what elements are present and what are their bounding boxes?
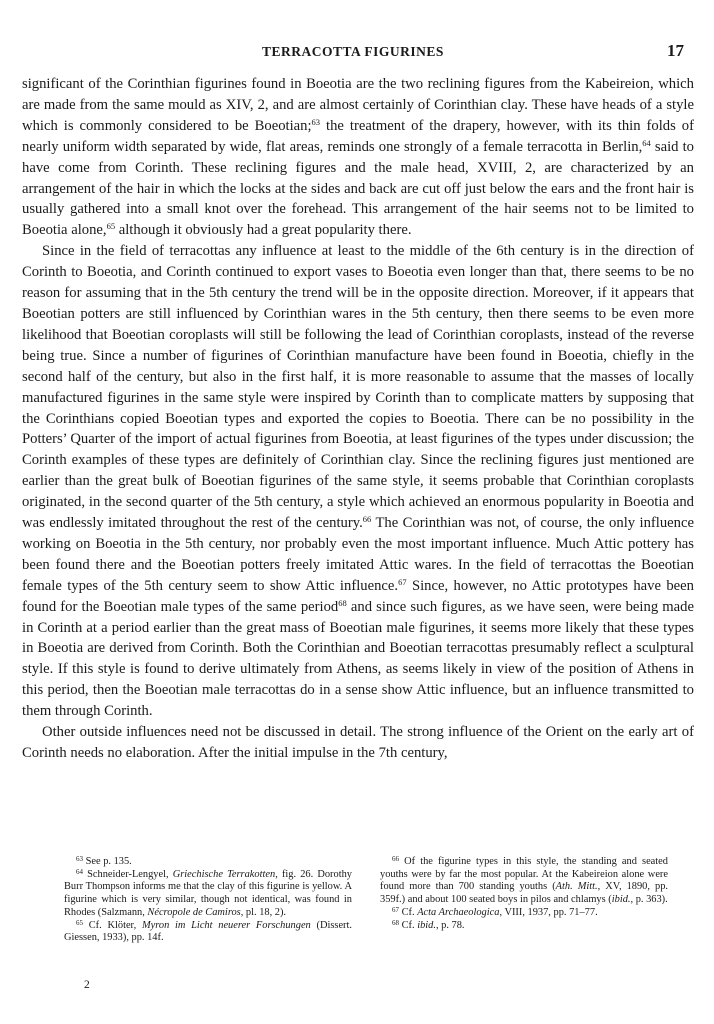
text-run: , XV, 1890, pp. 359f.) and about 100 seated boys in pilos and chlamys (: [380, 881, 668, 906]
footnote: [64, 869, 352, 920]
text-run: Cf. Klöter,: [83, 919, 142, 931]
text-run: significant of the Corinthian figurines found in Boeotia are the two reclining figures from the Kabeireion, which are made from the same mould as XIV, 2, and are almost certainly of Corinthian clay. These have heads of a style which is commonly considered to be Boeotian;: [22, 76, 694, 134]
text-run: although it obviously had a great popularity there.: [115, 222, 412, 239]
text-run: Since in the field of terracottas any influence at least to the middle of the 6th century is in the direction of Corinth to Boeotia, and Corinth continued to export vases to Boeotia even longer than that, there seems to be no reason for assuming that in the 5th century the trend will be in the opposite direction. Moreover, if it appears that Boeotian potters are still influenced by Corinthian wares in the 5th century, then there seems to be even more likelihood that Boeotian coroplasts will still be following the lead of Corinthian coroplasts, instead of the reverse being true. Since a number of figurines of Corinthian manufacture have been found in Boeotia, chiefly in the second half of the century, but also in the first half, it is more reasonable to assume that the masses of locally manufactured figurines in the same style were inspired by Corinth than to complicate matters by supposing that the Corinthians copied Boeotian types and exported the copies to Boeotia. There can be no possibility in the Potters’ Quarter of the import of actual figurines from Boeotia, at least figurines of the types under discussion; the Corinth examples of these types are definitely of Corinthian clay. Since the reclining figures just mentioned are earlier than the great bulk of Boeotian figurines of the same style, it seems probable that Corinthian coroplasts originated, in the second quarter of the 5th century, a style which achieved an enormous popularity in Boeotia and was endlessly imitated throughout the rest of the century.: [22, 243, 694, 532]
footnote-ref: 65: [76, 918, 83, 927]
text-run: , p. 78.: [435, 919, 465, 931]
italic-text: Nécropole de Camiros: [147, 906, 241, 918]
text-run: Cf.: [399, 919, 418, 931]
footnote-ref: 63: [311, 116, 321, 127]
italic-text: Griechische Terrakotten: [172, 868, 276, 880]
footnote-ref: 68: [338, 597, 347, 608]
footnote-ref: 64: [642, 137, 651, 148]
footnote-ref: 66: [392, 855, 399, 863]
footnotes-right-column: [380, 856, 668, 945]
body-paragraph: [22, 74, 694, 241]
text-run: said to have come from Corinth. These reclining figures and the male head, XVIII, 2, are characterized by an arrangement of the hair in which the locks at the sides and back are cut off just below the ears and the front hair is usually gathered into a small knot over the forehead. This arrangement of the hair seems not to be limited to Boeotia alone,: [22, 138, 695, 239]
text-run: , pl. 18, 2).: [240, 906, 287, 918]
text-run: Since, however, no Attic prototypes have been found for the Boeotian male types of the same period: [22, 577, 695, 615]
text-run: The Corinthian was not, of course, the only influence working on Boeotia in the 5th century, nor probably even the most important influence. Much Attic pottery has been found there and the Boeotian potters freely imitated Attic wares. In the field of terracottas the Boeotian female types of the 5th century seem to show Attic influence.: [22, 515, 694, 594]
text-run: , fig. 26. Dorothy Burr Thompson informs me that the clay of this figurine is yellow. A figurine which is very similar, though not identical, was found in Rhodes (Salzmann,: [64, 868, 352, 918]
italic-text: Acta Archaeologica: [417, 906, 500, 918]
text-run: , p. 363).: [630, 894, 668, 906]
page-header: [22, 41, 684, 66]
footnote-ref: 63: [76, 855, 83, 863]
footnote-ref: 65: [106, 221, 116, 232]
italic-text: Myron im Licht neuerer Forschungen: [141, 919, 311, 931]
body-paragraph: [22, 722, 694, 764]
footnote: [64, 856, 352, 869]
text-run: Schneider-Lengyel,: [83, 868, 173, 880]
footnote: [380, 920, 668, 933]
text-run: and since such figures, as we have seen, were being made in Corinth at a period earlier than the great mass of Boeotian male figurines, it seems more likely that these types in Boeotia are derived from Corinth. Both the Corinthian and Boeotian terracottas presumably reflect a sculptural style. If this style is found to derive ultimately from Athens, as seems likely in view of the position of Athens in this period, then the Boeotian male terracottas do in a sense show Attic influence, but an influence transmitted to them through Corinth.: [22, 598, 694, 720]
footnote-ref: 67: [398, 576, 407, 587]
running-title: TERRACOTTA FIGURINES: [262, 44, 444, 59]
text-run: Other outside influences need not be discussed in detail. The strong influence of the Orient on the early art of Corinth needs no elaboration. After the initial impulse in the 7th century,: [22, 724, 694, 761]
text-run: Cf.: [399, 906, 418, 918]
footnote: [64, 920, 352, 945]
footnote-ref: 66: [362, 514, 372, 525]
text-run: Of the figurine types in this style, the standing and seated youths were by far the most popular. At the Kabeireion alone were found more than 700 standing youths (: [380, 856, 668, 893]
footnote-ref: 67: [392, 905, 399, 914]
text-run: See p. 135.: [83, 856, 132, 867]
body-text: [22, 74, 694, 764]
footnote-ref: 64: [76, 867, 83, 876]
italic-text: ibid.: [611, 894, 631, 906]
body-paragraph: [22, 241, 694, 722]
footnote-ref: 68: [392, 918, 399, 927]
italic-text: Ath. Mitt.: [555, 881, 598, 893]
text-run: the treatment of the drapery, however, with its thin folds of nearly uniform width separated by wide, flat areas, reminds one strongly of a female terracotta in Berlin,: [22, 117, 694, 155]
text-run: (Dissert. Giessen, 1933), pp. 14f.: [64, 919, 353, 944]
footnote: [380, 856, 668, 907]
signature-mark: 2: [84, 979, 90, 991]
page-number: 17: [667, 41, 684, 60]
text-run: , VIII, 1937, pp. 71–77.: [499, 906, 598, 918]
italic-text: ibid.: [417, 919, 436, 931]
footnote: [380, 907, 668, 920]
footnotes-left-column: [64, 856, 352, 945]
footnotes: [64, 856, 668, 945]
